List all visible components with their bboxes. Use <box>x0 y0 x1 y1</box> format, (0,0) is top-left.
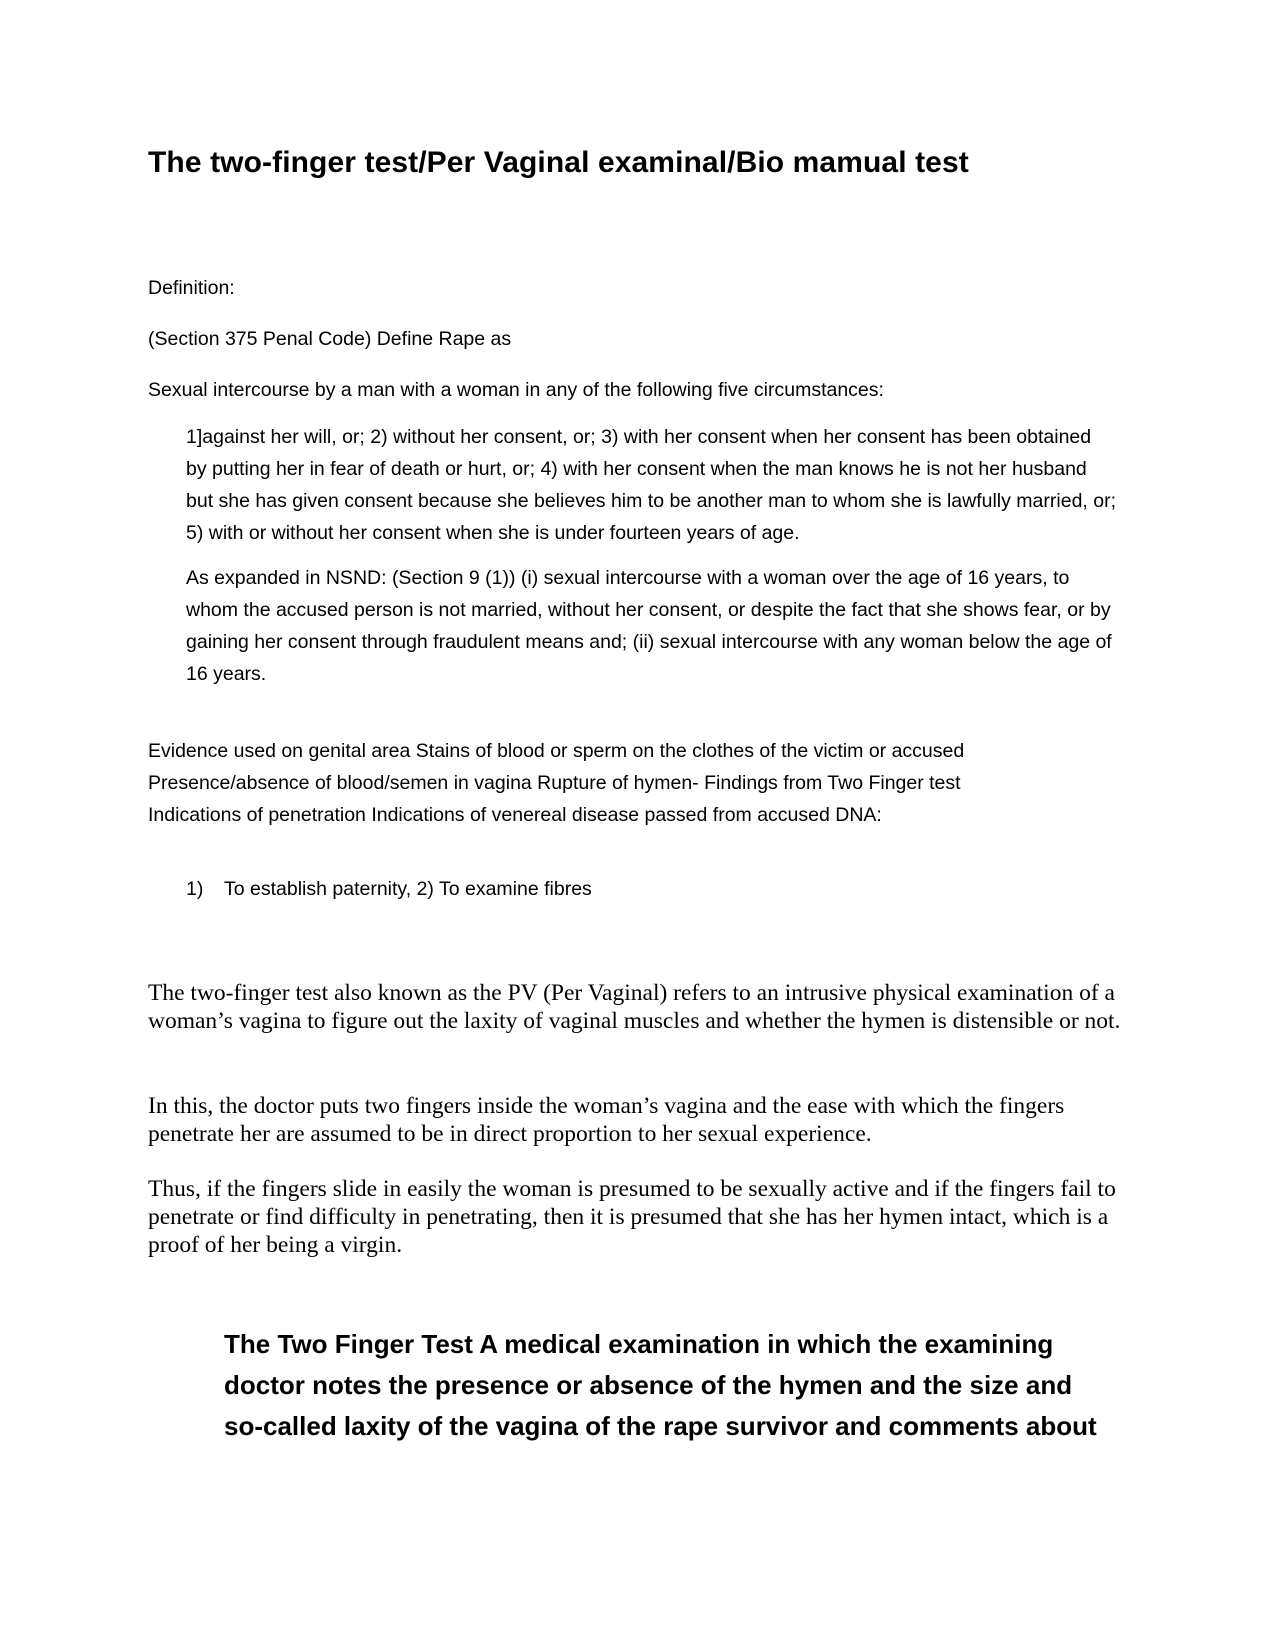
nsnd-paragraph: As expanded in NSND: (Section 9 (1)) (i) sexual intercourse with a woman over the age of 16 years, to whom the accused person is not married, without her consent, or despite the fact that she shows fear, or by gaining her consent through fraudulent means and; (ii) sexual intercourse with any woman below the age of 16 years. <box>186 567 1112 685</box>
list-item-text: To establish paternity, 2) To examine fibres <box>224 878 592 900</box>
bold-paragraph: The Two Finger Test A medical examination in which the examining doctor notes the presence or absence of the hymen and the size and so-called laxity of the vagina of the rape survivor and comments about <box>224 1329 1097 1441</box>
circumstances-paragraph: 1]against her will, or; 2) without her consent, or; 3) with her consent when her consent has been obtained by putting her in fear of death or hurt, or; 4) with her consent when the man knows he is not her husband but she has given consent because she believes him to be another man to whom she is lawfully married, or; 5) with or without her consent when she is under fourteen years of age. <box>186 426 1117 544</box>
section-line: (Section 375 Penal Code) Define Rape as <box>148 328 512 350</box>
serif-paragraph-2: In this, the doctor puts two fingers inside the woman’s vagina and the ease with which the fingers penetrate her are assumed to be in direct proportion to her sexual experience. <box>148 1093 1065 1147</box>
evidence-list <box>186 876 592 902</box>
document-title: The two-finger test/Per Vaginal examinal/Bio mamual test <box>148 146 969 179</box>
definition-label: Definition: <box>148 277 235 299</box>
circumstances-intro: Sexual intercourse by a man with a woman in any of the following five circumstances: <box>148 379 884 401</box>
serif-paragraph-1: The two-finger test also known as the PV (Per Vaginal) refers to an intrusive physical examination of a woman’s vagina to figure out the laxity of vaginal muscles and whether the hymen is distensible or not. <box>148 980 1121 1034</box>
serif-paragraph-3: Thus, if the fingers slide in easily the woman is presumed to be sexually active and if the fingers fail to penetrate or find difficulty in penetrating, then it is presumed that she has her hymen intact, which is a proof of her being a virgin. <box>148 1176 1116 1258</box>
list-item-number: 1) <box>186 878 204 900</box>
evidence-paragraph: Evidence used on genital area Stains of blood or sperm on the clothes of the victim or accused Presence/absence of blood/semen in vagina Rupture of hymen- Findings from Two Finger test Indications of penetration Indications of venereal disease passed from accused DNA: <box>148 740 965 826</box>
list-item <box>186 876 592 902</box>
